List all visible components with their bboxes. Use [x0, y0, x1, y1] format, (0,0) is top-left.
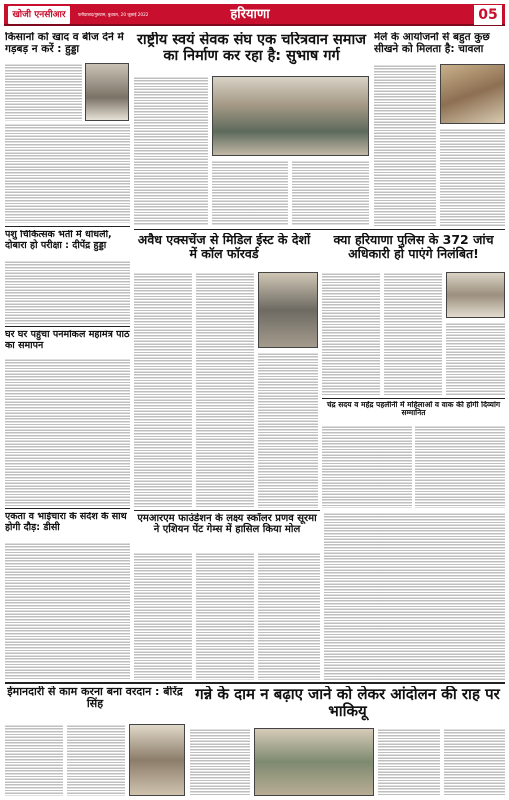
divider	[5, 226, 130, 227]
story-6-body-col3	[258, 352, 318, 508]
divider	[5, 508, 130, 509]
story-12-headline: गन्ने के दाम न बढ़ाए जाने को लेकर आंदोलन की राह पर भाकियू	[195, 686, 500, 720]
story-9-headline: एकता व भाईचारा के संदेश के साथ होगी दौड़: डीसी	[5, 512, 127, 533]
story-6-headline: अवैध एक्सचेंज से मिडिल ईस्ट के देशों में कॉल फॉरवर्ड	[137, 233, 311, 261]
story-10-headline: चंद्र सदय व महेंद्र पहलीनी में महिलाओं व वाक की होगी दिव्यांग सम्मानित	[326, 401, 501, 418]
story-12-photo	[254, 728, 374, 796]
story-7-body-col2	[384, 272, 442, 396]
story-6-photo	[258, 272, 318, 348]
story-7-body-col1	[322, 272, 380, 396]
story-10-body-col3	[324, 512, 505, 680]
divider	[322, 398, 505, 399]
story-5-headline: घर घर पहुंचा पनमोकल महामंत्र पाठ का समापन	[5, 330, 130, 351]
story-2-headline: राष्ट्रीय स्वयं सेवक संघ एक चरित्रवान समाज का निर्माण कर रहा है: सुभाष गर्ग	[137, 32, 366, 65]
story-4-body	[5, 260, 130, 324]
divider	[134, 510, 320, 511]
story-7-photo	[446, 272, 505, 318]
story-1-body	[5, 63, 82, 121]
divider	[134, 229, 505, 230]
story-6-body-col2	[196, 272, 254, 508]
story-3-photo	[440, 64, 505, 124]
divider	[5, 326, 130, 327]
story-5-body	[5, 358, 130, 506]
story-2-body-col2	[212, 160, 288, 226]
story-10-body-col1	[322, 425, 412, 508]
story-3-headline: मेले के आयोजनों से बहुत कुछ सीखने को मिलता है: चावला	[374, 32, 490, 55]
page-number: 05	[474, 5, 502, 25]
story-8-body-col1	[134, 552, 192, 680]
masthead-dateline: फरीदाबाद/गुरुग्राम, बुधवार, 20 जुलाई 2022	[78, 12, 149, 17]
story-11-body-col1	[5, 724, 63, 796]
story-12-body-col3	[444, 728, 505, 796]
story-8-body-col3	[258, 552, 320, 680]
story-2-body-col3	[292, 160, 369, 226]
story-1-body-cont	[5, 123, 130, 223]
story-4-headline: पशु चिकित्सक भर्ती में धांधली, दोबारा हो परीक्षा : दीपेंद्र हुड्डा	[5, 230, 112, 251]
story-6-body-col1	[134, 272, 192, 508]
story-8-body-col2	[196, 552, 254, 680]
story-8-headline: एमआरएम फाउंडेशन के लक्ष्य स्कॉलर प्रणव सूरमा ने एशियन पेंट गेम्स में हासिल किया मोल	[137, 513, 317, 536]
story-3-body-col1	[374, 64, 436, 226]
story-7-headline: क्या हरियाणा पुलिस के 372 जांच अधिकारी हो पाएंगे निलंबित!	[333, 233, 494, 261]
story-11-body-col2	[67, 724, 125, 796]
story-12-body-col2	[378, 728, 440, 796]
story-11-photo	[129, 724, 185, 796]
section-title: हरियाणा	[230, 7, 270, 22]
story-1-headline: किसानों को खाद व बीज देने में गड़बड़ न करें : हुड्डा	[5, 32, 124, 55]
story-7-body-col3	[446, 322, 505, 396]
story-12-body-col1	[190, 728, 250, 796]
story-11-headline: ईमानदारी से काम करना बना वरदान : बीरेंद्र सिंह	[7, 686, 183, 711]
story-1-photo	[85, 63, 129, 121]
masthead-logo: खोजी एनसीआर	[8, 6, 70, 24]
story-9-body	[5, 542, 130, 680]
story-3-body-col2	[440, 128, 505, 226]
story-10-body-col2	[415, 425, 505, 508]
story-2-photo	[212, 76, 369, 156]
divider	[5, 682, 505, 684]
story-2-body-col1	[134, 76, 208, 226]
